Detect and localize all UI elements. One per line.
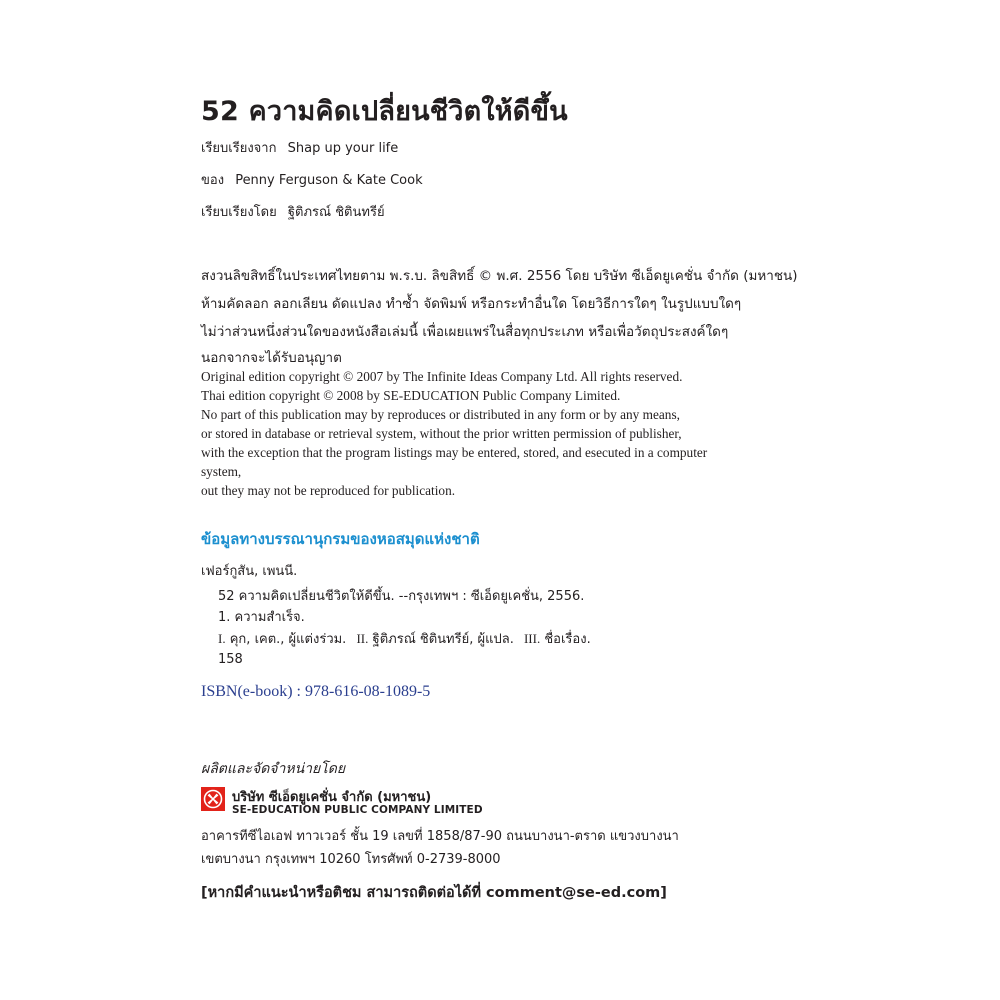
se-ed-logo-icon: [201, 787, 225, 811]
cip-entry-text: ชื่อเรื่อง.: [544, 632, 591, 647]
isbn: ISBN(e-book) : 978-616-08-1089-5: [201, 683, 431, 700]
publisher-name-english: SE-EDUCATION PUBLIC COMPANY LIMITED: [232, 804, 483, 816]
feedback-contact: [หากมีคำแนะนำหรือติชม สามารถติดต่อได้ที่ comment@se-ed.com]: [201, 885, 667, 901]
thai-copyright-line: นอกจากจะได้รับอนุญาต: [201, 350, 342, 366]
cip-entry-num: III.: [523, 631, 541, 646]
compiler-value: ฐิติภรณ์ ชิตินทรีย์: [287, 205, 385, 220]
cip-entry-text: ฐิติภรณ์ ชิตินทรีย์, ผู้แปล.: [372, 632, 514, 647]
cip-subject: 1. ความสำเร็จ.: [218, 610, 305, 625]
original-author-label: ของ: [201, 173, 225, 188]
thai-copyright-line: ไม่ว่าส่วนหนึ่งส่วนใดของหนังสือเล่มนี้ เพื่อเผยแพร่ในสื่อทุกประเภท หรือเพื่อวัตถุประสงค์ใดๆ: [201, 324, 729, 340]
publisher-address-line: อาคารทีซีไอเอฟ ทาวเวอร์ ชั้น 19 เลขที่ 1858/87-90 ถนนบางนา-ตราด แขวงบางนา: [201, 829, 679, 844]
cip-class-number: 158: [218, 652, 243, 667]
thai-copyright-line: สงวนลิขสิทธิ์ในประเทศไทยตาม พ.ร.บ. ลิขสิทธิ์ © พ.ศ. 2556 โดย บริษัท ซีเอ็ดยูเคชั่น จำกัด (มหาชน): [201, 268, 798, 284]
publisher-address-line: เขตบางนา กรุงเทพฯ 10260 โทรศัพท์ 0-2739-8000: [201, 852, 501, 867]
cip-entry-num: II.: [356, 631, 369, 646]
english-copyright-line: Original edition copyright © 2007 by The Infinite Ideas Company Ltd. All rights reserved.: [201, 369, 683, 384]
english-copyright-line: out they may not be reproduced for publication.: [201, 483, 456, 498]
english-copyright-line: with the exception that the program listings may be entered, stored, and esecuted in a computer: [201, 445, 708, 460]
source-title-value: Shap up your life: [287, 141, 399, 156]
compiler-label: เรียบเรียงโดย: [201, 205, 277, 220]
cip-entry-num: I.: [218, 631, 226, 646]
original-author-line: [201, 169, 423, 190]
produced-by-label: ผลิตและจัดจำหน่ายโดย: [201, 761, 346, 777]
english-copyright-line: No part of this publication may by reproduces or distributed in any form or by any means,: [201, 407, 680, 422]
english-copyright-line: or stored in database or retrieval system, without the prior written permission of publisher,: [201, 426, 682, 441]
cip-added-entries: [218, 628, 591, 649]
thai-copyright-line: ห้ามคัดลอก ลอกเลียน ดัดแปลง ทำซ้ำ จัดพิมพ์ หรือกระทำอื่นใด โดยวิธีการใดๆ ในรูปแบบใดๆ: [201, 296, 742, 312]
english-copyright-line: Thai edition copyright © 2008 by SE-EDUCATION Public Company Limited.: [201, 388, 621, 403]
original-author-value: Penny Ferguson & Kate Cook: [235, 173, 423, 188]
cip-heading: ข้อมูลทางบรรณานุกรมของหอสมุดแห่งชาติ: [201, 530, 480, 548]
book-title: 52 ความคิดเปลี่ยนชีวิตให้ดีขึ้น: [201, 96, 568, 127]
source-title-label: เรียบเรียงจาก: [201, 141, 277, 156]
english-copyright-line: system,: [201, 464, 242, 479]
cip-title-line: 52 ความคิดเปลี่ยนชีวิตให้ดีขึ้น. --กรุงเทพฯ : ซีเอ็ดยูเคชั่น, 2556.: [218, 589, 585, 604]
cip-author: เฟอร์กูสัน, เพนนี.: [201, 564, 298, 579]
english-copyright-block: [201, 367, 781, 500]
publisher-name-thai: บริษัท ซีเอ็ดยูเคชั่น จำกัด (มหาชน): [232, 790, 432, 805]
source-title-line: [201, 137, 398, 158]
cip-entry-text: คุก, เคต., ผู้แต่งร่วม.: [229, 632, 347, 647]
compiler-line: [201, 201, 385, 222]
